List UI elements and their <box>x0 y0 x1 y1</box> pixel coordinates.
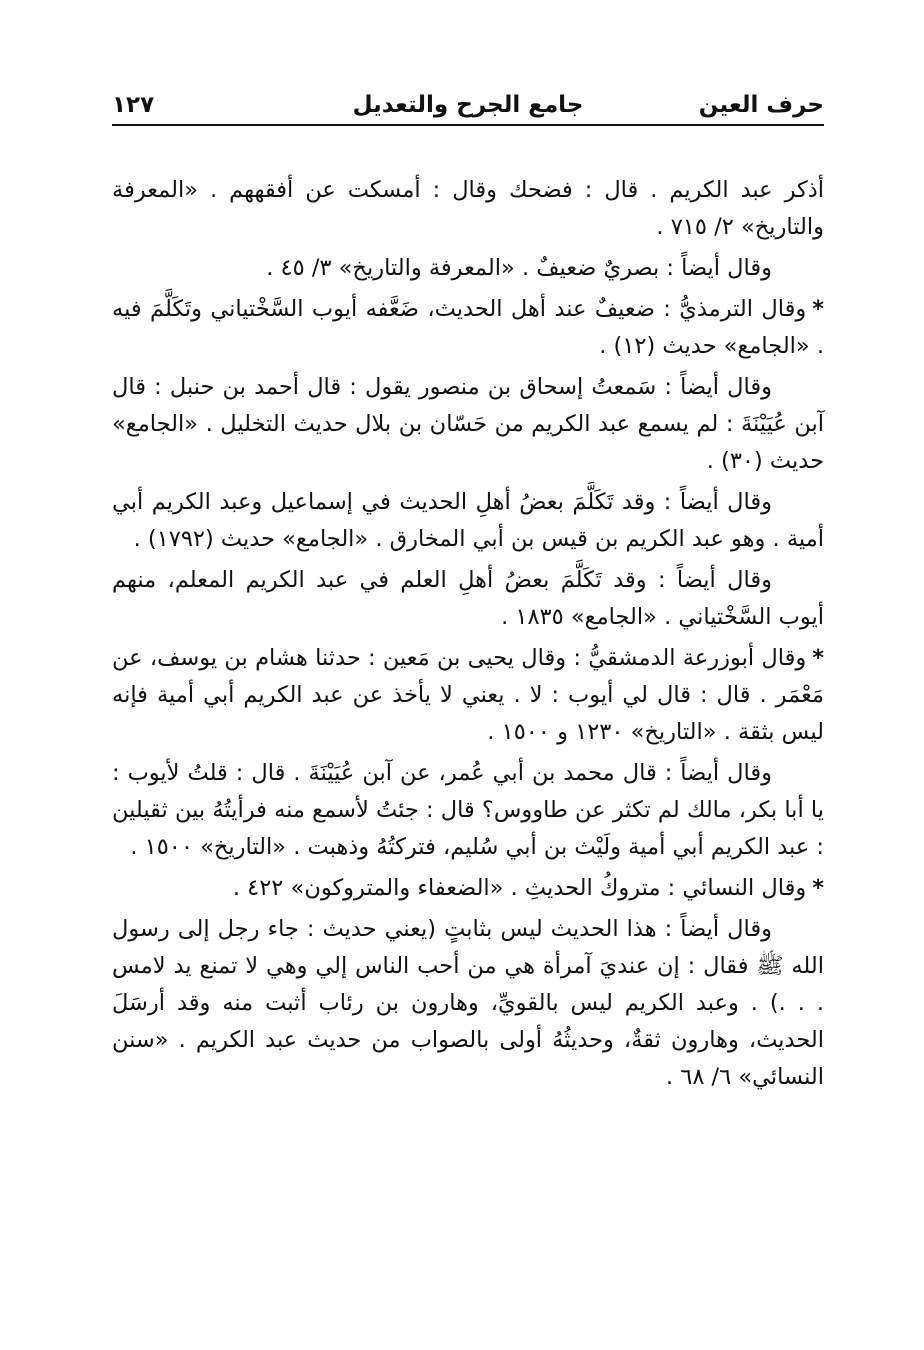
paragraph-text: وقال أيضاً : هذا الحديث ليس بثابتٍ (يعني حديث : جاء رجل إلى رسول الله ﷺ فقال : إن عنديَ آمرأة هي من أحب الناس إلي وهي لا تمنع يد لامس . . .) . وعبد الكريم ليس بالقويِّ، وهارون بن رئاب أثبت منه وقد أرسَلَ الحديث، وهارون ثقةٌ، وحديثُهُ أولى بالصواب من حديث عبد الكريم . «سنن النسائي» ٦/ ٦٨ . <box>112 916 824 1090</box>
asterisk-marker: * <box>812 645 824 671</box>
paragraph-text: وقال أيضاً : قال محمد بن أبي عُمر، عن آبن عُيَيْنَةَ . قال : قلتُ لأيوب : يا أبا بكر، مالك لم تكثر عن طاووس؟ قال : جئتُ لأسمع منه فرأيتُهُ بين ثقيلين : عبد الكريم أبي أمية ولَيْث بن أبي سُليم، فتركتُهُ وذهبت . «التاريخ» ١٥٠٠ . <box>112 760 824 860</box>
paragraph-6 <box>112 562 824 636</box>
paragraph-3 <box>112 291 824 365</box>
paragraph-text: وقال الترمذيُّ : ضعيفٌ عند أهل الحديث، ضَعَّفه أيوب السَّخْتياني وتَكَلَّمَ فيه . «الجامع» حديث (١٢) . <box>112 296 824 359</box>
paragraph-text: وقال أبوزرعة الدمشقيُّ : وقال يحيى بن مَعين : حدثنا هشام بن يوسف، عن مَعْمَر . قال : قال لي أيوب : لا . يعني لا يأخذ عن عبد الكريم أبي أمية فإنه ليس بثقة . «التاريخ» ١٢٣٠ و ١٥٠٠ . <box>112 645 824 745</box>
paragraph-7 <box>112 640 824 751</box>
asterisk-marker: * <box>812 875 824 901</box>
paragraph-5 <box>112 484 824 558</box>
page-number: ١٢٧ <box>112 92 155 118</box>
chapter-title: حرف العين <box>698 92 824 118</box>
paragraph-10 <box>112 911 824 1096</box>
paragraph-text: وقال أيضاً : وقد تَكَلَّمَ بعضُ أهلِ الحديث في إسماعيل وعبد الكريم أبي أمية . وهو عبد الكريم بن قيس بن أبي المخارق . «الجامع» حديث (١٧٩٢) . <box>112 489 824 552</box>
paragraph-text: وقال أيضاً : بصريٌ ضعيفٌ . «المعرفة والتاريخ» ٣/ ٤٥ . <box>266 255 772 281</box>
page-body <box>112 172 824 1100</box>
paragraph-9 <box>112 870 824 907</box>
paragraph-4 <box>112 369 824 480</box>
book-title: جامع الجرح والتعديل <box>352 92 584 118</box>
header-divider <box>112 124 824 126</box>
paragraph-1 <box>112 172 824 246</box>
page-header <box>112 86 824 126</box>
paragraph-8 <box>112 755 824 866</box>
paragraph-2 <box>112 250 824 287</box>
paragraph-text: وقال أيضاً : سَمعتُ إسحاق بن منصور يقول : قال أحمد بن حنبل : قال آبن عُيَيْنَةَ : لم يسمع عبد الكريم من حَسّان بن بلال حديث التخليل . «الجامع» حديث (٣٠) . <box>112 374 824 474</box>
paragraph-text: وقال أيضاً : وقد تَكَلَّمَ بعضُ أهلِ العلم في عبد الكريم المعلم، منهم أيوب السَّخْتياني . «الجامع» ١٨٣٥ . <box>112 567 824 630</box>
asterisk-marker: * <box>812 296 824 322</box>
paragraph-text: وقال النسائي : متروكُ الحديثِ . «الضعفاء والمتروكون» ٤٢٢ . <box>232 875 807 901</box>
paragraph-text: أذكر عبد الكريم . قال : فضحك وقال : أمسكت عن أفقههم . «المعرفة والتاريخ» ٢/ ٧١٥ . <box>112 177 824 240</box>
